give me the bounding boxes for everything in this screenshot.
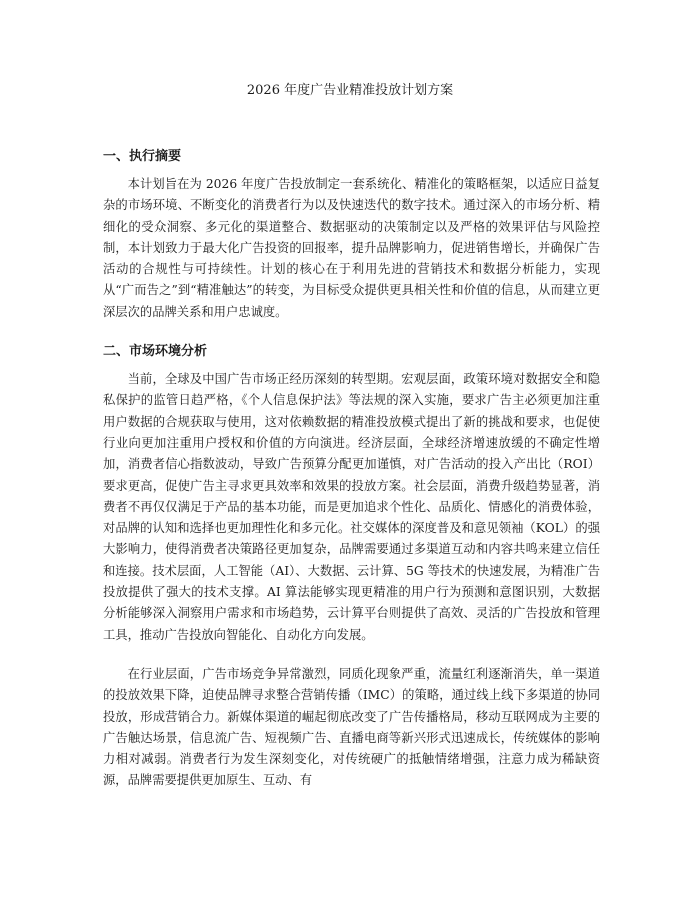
section-executive-summary — [103, 147, 600, 323]
section-spacer — [103, 323, 600, 342]
section-heading: 二、市场环境分析 — [103, 344, 208, 360]
document-title: 2026 年度广告业精准投放计划方案 — [246, 83, 454, 98]
paragraph: 在行业层面，广告市场竞争异常激烈，同质化现象严重，流量红利逐渐消失，单一渠道的投放效果下降，迫使品牌寻求整合营销传播（IMC）的策略，通过线上线下多渠道的协同投放，形成营销合力。新媒体渠道的崛起彻底改变了广告传播格局，移动互联网成为主要的广告触达场景，信息流广告、短视频广告、直播电商等新兴形式迅速成长，传统媒体的影响力相对减弱。消费者行为发生深刻变化，对传统硬广的抵触情绪增强，注意力成为稀缺资源，品牌需要提供更加原生、互动、有 — [103, 666, 600, 788]
document-body — [103, 147, 600, 792]
paragraph: 当前，全球及中国广告市场正经历深刻的转型期。宏观层面，政策环境对数据安全和隐私保护的监管日趋严格，《个人信息保护法》等法规的深入实施，要求广告主必须更加注重用户数据的合规获取与使用，这对依赖数据的精准投放模式提出了新的挑战和要求，也促使行业向更加注重用户授权和价值的方向演进。经济层面，全球经济增速放缓的不确定性增加，消费者信心指数波动，导致广告预算分配更加谨慎，对广告活动的投入产出比（ROI）要求更高，促使广告主寻求更具效率和效果的投放方案。社会层面，消费升级趋势显著，消费者不再仅仅满足于产品的基本功能，而是更加追求个性化、品质化、情感化的消费体验，对品牌的认知和选择也更加理性化和多元化。社交媒体的深度普及和意见领袖（KOL）的强大影响力，使得消费者决策路径更加复杂，品牌需要通过多渠道互动和内容共鸣来建立信任和连接。技术层面，人工智能（AI）、大数据、云计算、5G 等技术的快速发展，为精准广告投放提供了强大的技术支撑。AI 算法能够实现更精准的用户行为预测和意图识别，大数据分析能够深入洞察用户需求和市场趋势，云计算平台则提供了高效、灵活的广告投放和管理工具，推动广告投放向智能化、自动化方向发展。 — [103, 372, 600, 642]
section-market-analysis — [103, 342, 600, 792]
paragraph: 本计划旨在为 2026 年度广告投放制定一套系统化、精准化的策略框架，以适应日益复杂的市场环境、不断变化的消费者行为以及快速迭代的数字技术。通过深入的市场分析、精细化的受众洞察、多元化的渠道整合、数据驱动的决策制定以及严格的效果评估与风险控制，本计划致力于最大化广告投资的回报率，提升品牌影响力，促进销售增长，并确保广告活动的合规性与可持续性。计划的核心在于利用先进的营销技术和数据分析能力，实现从“广而告之”到“精准触达”的转变，为目标受众提供更具相关性和价值的信息，从而建立更深层次的品牌关系和用户忠诚度。 — [103, 177, 600, 319]
section-heading: 一、执行摘要 — [103, 149, 182, 164]
paragraph-spacer — [103, 646, 600, 664]
